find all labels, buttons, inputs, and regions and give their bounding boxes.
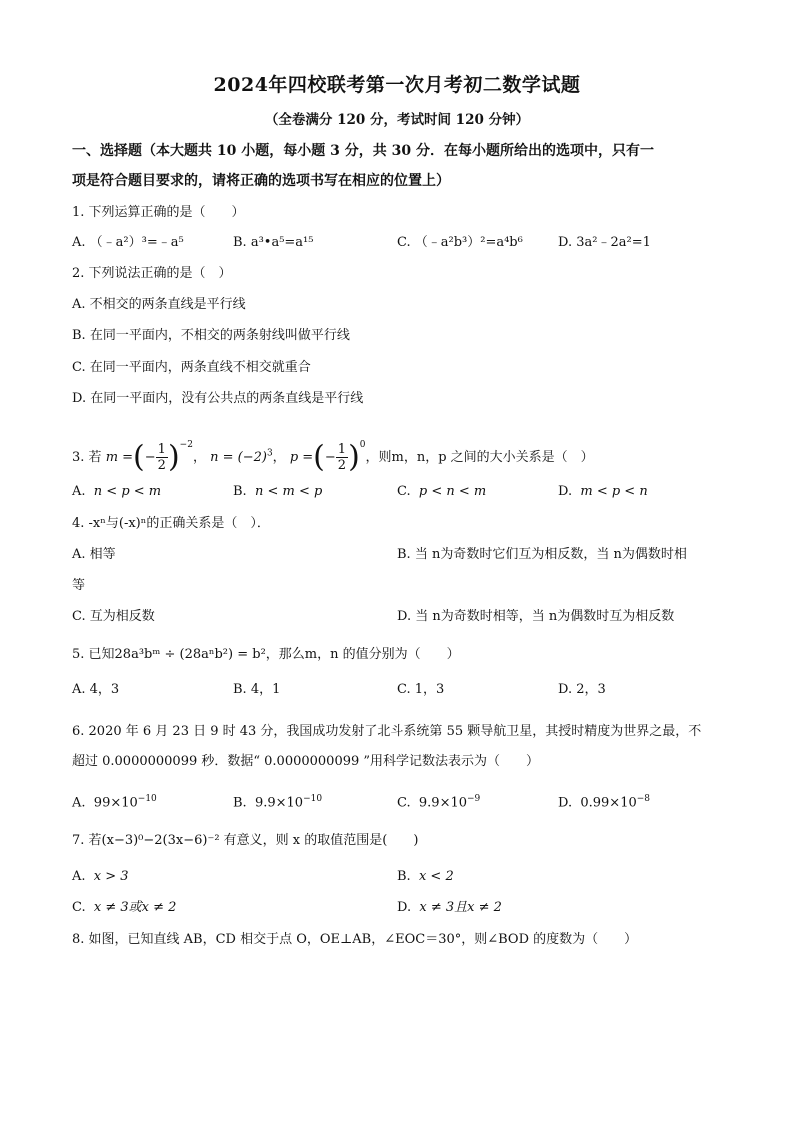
q1-stem: 1. 下列运算正确的是（ ）: [72, 205, 245, 220]
q3-prefix: 3. 若: [72, 450, 102, 465]
q1-option-a: A. （﹣a²）³=﹣a⁵: [72, 235, 184, 250]
q3-m-fraction: $\frac{1}{2}$: [157, 442, 166, 473]
q3-option-d: D. m < p < n: [558, 484, 648, 499]
q4-option-d: D. 当 n为奇数时相等，当 n为偶数时互为相反数: [397, 609, 675, 624]
q6-option-b: B. $9.9\times 10^{-10}$: [233, 794, 323, 811]
q5-option-b: B. 4，1: [233, 682, 281, 697]
q6-option-d: D. $0.99\times 10^{-8}$: [558, 794, 651, 811]
q3-option-a: A. n < p < m: [72, 484, 162, 499]
q3-p-fraction: $\frac{1}{2}$: [337, 442, 347, 473]
q6-stem-line1: 6. 2020 年 6 月 23 日 9 时 43 分，我国成功发射了北斗系统第 55 颗导航卫星，其授时精度为世界之最，不: [72, 724, 702, 739]
q2-stem: 2. 下列说法正确的是（ ）: [72, 266, 232, 281]
q3-option-c: C. p < n < m: [397, 484, 487, 499]
section-heading: [72, 136, 722, 196]
q3-suffix: ，则m，n，p 之间的大小关系是（ ）: [365, 450, 594, 465]
q7-option-c: C. x ≠ 3或x ≠ 2: [72, 900, 177, 915]
q6-stem-line2: 超过 0.0000000099 秒．数据“ 0.0000000099 ”用科学记数法表示为（ ）: [72, 754, 540, 769]
q3-p-exponent: 0: [359, 440, 366, 450]
section-heading-line1: 一、选择题（本大题共 10 小题，每小题 3 分，共 30 分．在每小题所给出的选项中，只有一: [72, 143, 654, 159]
q3-p-label: p =: [289, 450, 314, 465]
q3-n-exponent: 3: [266, 448, 273, 459]
q2-option-d: D. 在同一平面内，没有公共点的两条直线是平行线: [72, 391, 364, 406]
q7-option-b: B. x < 2: [397, 869, 454, 884]
q4-option-b-continued: 等: [72, 578, 86, 593]
q6-option-a: A. $99\times 10^{-10}$: [72, 794, 157, 811]
q2-option-b: B. 在同一平面内，不相交的两条射线叫做平行线: [72, 328, 350, 343]
section-heading-line2: 项是符合题目要求的，请将正确的选项书写在相应的位置上）: [72, 173, 450, 189]
q8-stem: 8. 如图，已知直线 AB，CD 相交于点 O，OE⊥AB，∠EOC＝30°，则∠BOD 的度数为（ ）: [72, 932, 638, 947]
q5-option-a: A. 4，3: [72, 682, 120, 697]
q5-stem: 5. 已知28a³bᵐ ÷ (28aⁿb²) = b²，那么m，n 的值分别为（ ）: [72, 647, 460, 662]
q3-stem: 3. 若 m =(− $\frac{1}{2}$ )$^{-2}$， $n = (-2)^3$， p =(− $\frac{1}{2}$ )$^0$，则m，n，p 之间的大小关系是（ ）: [72, 439, 594, 475]
q4-option-b: B. 当 n为奇数时它们互为相反数，当 n为偶数时相: [397, 547, 687, 562]
q7-option-a: A. x > 3: [72, 869, 129, 884]
q7-option-d: D. x ≠ 3且x ≠ 2: [397, 900, 502, 915]
q1-option-d: D. 3a²﹣2a²=1: [558, 235, 651, 250]
q2-option-c: C. 在同一平面内，两条直线不相交就重合: [72, 360, 311, 375]
q7-stem: 7. 若(x−3)⁰−2(3x−6)⁻² 有意义，则 x 的取值范围是( ): [72, 833, 419, 848]
q3-n-expr: n = (−2): [210, 450, 267, 465]
q4-option-a: A. 相等: [72, 547, 116, 562]
q3-m-exponent: −2: [179, 440, 193, 450]
q1-option-b: B. a³•a⁵=a¹⁵: [233, 235, 314, 250]
q2-option-a: A. 不相交的两条直线是平行线: [72, 297, 246, 312]
q5-option-d: D. 2，3: [558, 682, 606, 697]
exam-title: 2024年四校联考第一次月考初二数学试题: [213, 74, 581, 96]
q3-m-label: m =: [105, 450, 134, 465]
q4-option-c: C. 互为相反数: [72, 609, 155, 624]
exam-subtitle: （全卷满分 120 分，考试时间 120 分钟）: [264, 112, 530, 128]
q3-option-b: B. n < m < p: [233, 484, 323, 499]
q4-stem: 4. -xⁿ与(-x)ⁿ的正确关系是（ ）．: [72, 516, 270, 531]
q1-option-c: C. （﹣a²b³）²=a⁴b⁶: [397, 235, 523, 250]
q6-option-c: C. $9.9\times 10^{-9}$: [397, 794, 481, 811]
q5-option-c: C. 1，3: [397, 682, 445, 697]
